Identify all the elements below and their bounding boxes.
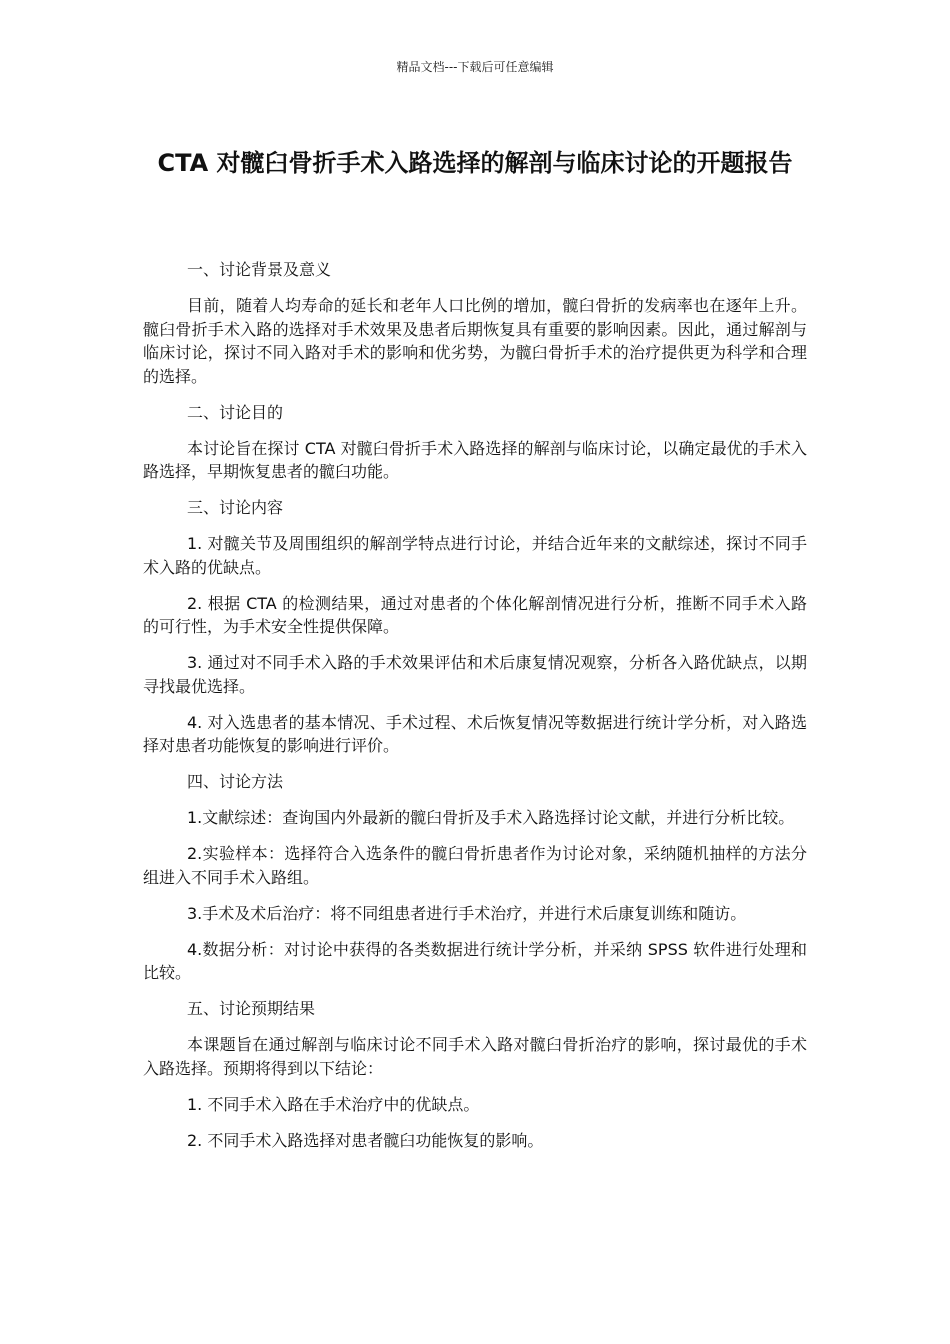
document-body	[143, 258, 807, 1165]
list-item: 4. 对入选患者的基本情况、手术过程、术后恢复情况等数据进行统计学分析，对入路选择对患者功能恢复的影响进行评价。	[143, 712, 807, 755]
paragraph: 本讨论旨在探讨 CTA 对髋臼骨折手术入路选择的解剖与临床讨论，以确定最优的手术入路选择，早期恢复患者的髋臼功能。	[143, 438, 807, 481]
list-item: 1. 不同手术入路在手术治疗中的优缺点。	[187, 1094, 480, 1114]
list-item: 2.实验样本：选择符合入选条件的髋臼骨折患者作为讨论对象，采纳随机抽样的方法分组进入不同手术入路组。	[143, 844, 807, 887]
list-item: 1.文献综述：查询国内外最新的髋臼骨折及手术入路选择讨论文献，并进行分析比较。	[187, 808, 795, 827]
section-heading: 二、讨论目的	[187, 402, 284, 422]
list-item: 4.数据分析：对讨论中获得的各类数据进行统计学分析，并采纳 SPSS 软件进行处理和比较。	[143, 939, 807, 982]
paragraph: 目前，随着人均寿命的延长和老年人口比例的增加，髋臼骨折的发病率也在逐年上升。髋臼骨折手术入路的选择对手术效果及患者后期恢复具有重要的影响因素。因此，通过解剖与临床讨论，探讨不同入路对手术的影响和优劣势，为髋臼骨折手术的治疗提供更为科学和合理的选择。	[143, 296, 807, 386]
paragraph: 本课题旨在通过解剖与临床讨论不同手术入路对髋臼骨折治疗的影响，探讨最优的手术入路选择。预期将得到以下结论：	[143, 1035, 807, 1078]
list-item: 3. 通过对不同手术入路的手术效果评估和术后康复情况观察，分析各入路优缺点，以期寻找最优选择。	[143, 653, 807, 696]
list-item: 2. 根据 CTA 的检测结果，通过对患者的个体化解剖情况进行分析，推断不同手术入路的可行性，为手术安全性提供保障。	[143, 593, 807, 636]
section-heading: 一、讨论背景及意义	[187, 260, 332, 279]
section-heading: 四、讨论方法	[187, 772, 284, 791]
list-item: 2. 不同手术入路选择对患者髋臼功能恢复的影响。	[187, 1130, 544, 1150]
section-heading: 五、讨论预期结果	[187, 999, 316, 1018]
document-title: CTA 对髋臼骨折手术入路选择的解剖与临床讨论的开题报告	[157, 149, 793, 177]
list-item: 1. 对髋关节及周围组织的解剖学特点进行讨论，并结合近年来的文献综述，探讨不同手术入路的优缺点。	[143, 534, 807, 577]
document-header-note: 精品文档---下载后可任意编辑	[396, 60, 554, 74]
section-heading: 三、讨论内容	[187, 498, 284, 517]
list-item: 3.手术及术后治疗：将不同组患者进行手术治疗，并进行术后康复训练和随访。	[187, 903, 747, 923]
